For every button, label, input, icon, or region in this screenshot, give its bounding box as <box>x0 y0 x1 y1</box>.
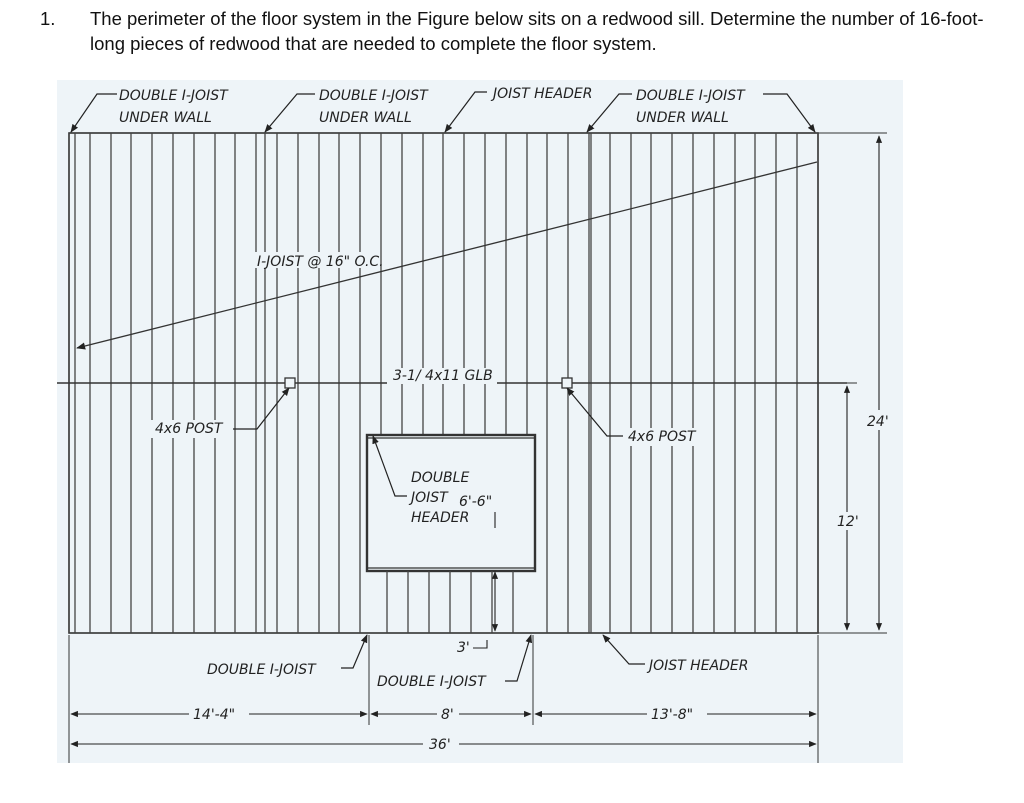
label-joist-header-top: JOIST HEADER <box>493 86 593 102</box>
label-half-width: 12' <box>837 514 859 530</box>
label-double-joist-bottom-mid: DOUBLE I-JOIST <box>377 674 486 690</box>
label-opening-offset: 3' <box>457 640 470 656</box>
label-post-right: 4x6 POST <box>628 429 696 445</box>
post-right-symbol <box>562 378 572 388</box>
joist-spacing-arrow <box>77 162 817 348</box>
floor-plan-svg <box>57 80 903 763</box>
question-number: 1. <box>40 8 56 29</box>
label-total-width: 24' <box>867 414 889 430</box>
label-right-span: 13'-8" <box>651 707 694 723</box>
floor-opening <box>367 435 535 571</box>
short-joists <box>387 571 513 633</box>
label-double-joist-wall-left-2: UNDER WALL <box>119 110 212 126</box>
label-left-span: 14'-4" <box>193 707 236 723</box>
label-dj-header-1: DOUBLE <box>411 470 470 486</box>
label-double-joist-bottom-left: DOUBLE I-JOIST <box>207 662 316 678</box>
label-double-joist-wall-mid-1: DOUBLE I-JOIST <box>319 88 428 104</box>
label-total-length: 36' <box>429 737 451 753</box>
label-opening-width: 6'-6" <box>459 494 493 510</box>
post-left-symbol <box>285 378 295 388</box>
label-dj-header-2: JOIST <box>411 490 448 506</box>
label-double-joist-wall-right-2: UNDER WALL <box>636 110 729 126</box>
label-joist-header-bottom: JOIST HEADER <box>649 658 749 674</box>
floor-plan-figure <box>57 80 903 763</box>
question-text: The perimeter of the floor system in the Figure below sits on a redwood sill. Determine the number of 16-foot-long pieces of redwood that are needed to complete the floor system. <box>90 8 984 54</box>
label-post-left: 4x6 POST <box>155 421 223 437</box>
label-double-joist-wall-left-1: DOUBLE I-JOIST <box>119 88 228 104</box>
label-dj-header-3: HEADER <box>411 510 470 526</box>
label-double-joist-wall-right-1: DOUBLE I-JOIST <box>636 88 745 104</box>
beam-label: 3-1/ 4x11 GLB <box>393 368 493 384</box>
label-mid-span: 8' <box>441 707 454 723</box>
label-double-joist-wall-mid-2: UNDER WALL <box>319 110 412 126</box>
joist-spacing-label: I-JOIST @ 16" O.C. <box>257 254 384 270</box>
